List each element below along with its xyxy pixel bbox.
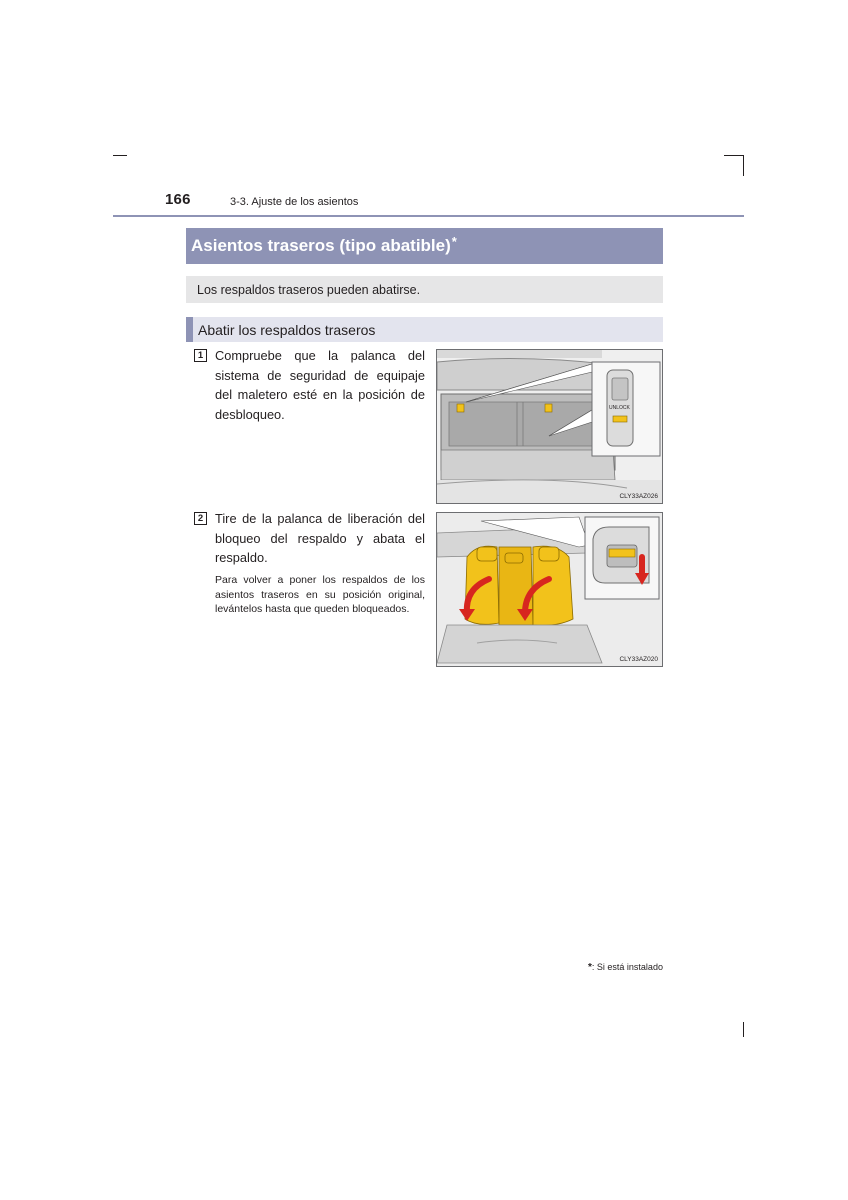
step-1-text: Compruebe que la palanca del sistema de seguridad de equipaje del maletero esté en la posición de desbloqueo. <box>215 348 425 422</box>
footnote <box>588 962 663 973</box>
crop-mark-top-right-h <box>724 155 744 156</box>
intro-box <box>186 276 663 303</box>
crop-mark-top-left <box>113 155 127 156</box>
step-2-text: Tire de la palanca de liberación del bloqueo del respaldo y abata el respaldo. <box>215 511 425 566</box>
subheading-accent <box>186 317 193 342</box>
figure-code-1: CLY33AZ026 <box>619 493 658 500</box>
step-number-2: 2 <box>194 512 207 525</box>
inset-label: UNLOCK <box>609 405 630 411</box>
figure-trunk-lever <box>436 349 663 504</box>
crop-mark-top-right-v <box>743 155 744 176</box>
header-rule <box>113 215 744 217</box>
subheading-text: Abatir los respaldos traseros <box>198 321 376 338</box>
title-asterisk: * <box>451 234 457 249</box>
intro-text: Los respaldos traseros pueden abatirse. <box>197 282 421 297</box>
footnote-symbol: * <box>588 962 592 973</box>
page-number: 166 <box>165 191 191 208</box>
section-reference: 3-3. Ajuste de los asientos <box>230 196 359 208</box>
figure-code-2: CLY33AZ020 <box>619 656 658 663</box>
crop-mark-bottom-right <box>743 1022 744 1037</box>
trunk-illustration <box>437 350 662 503</box>
section-title-bar <box>186 228 663 264</box>
figure-seat-fold <box>436 512 663 667</box>
footnote-text: : Si está instalado <box>591 962 663 972</box>
seat-illustration <box>437 513 662 666</box>
subheading-bar <box>186 317 663 342</box>
step-2-note: Para volver a poner los respaldos de los asientos traseros en su posición original, levántelos hasta que queden bloqueados. <box>215 574 425 615</box>
step-number-1: 1 <box>194 349 207 362</box>
section-title: Asientos traseros (tipo abatible) <box>191 236 451 255</box>
